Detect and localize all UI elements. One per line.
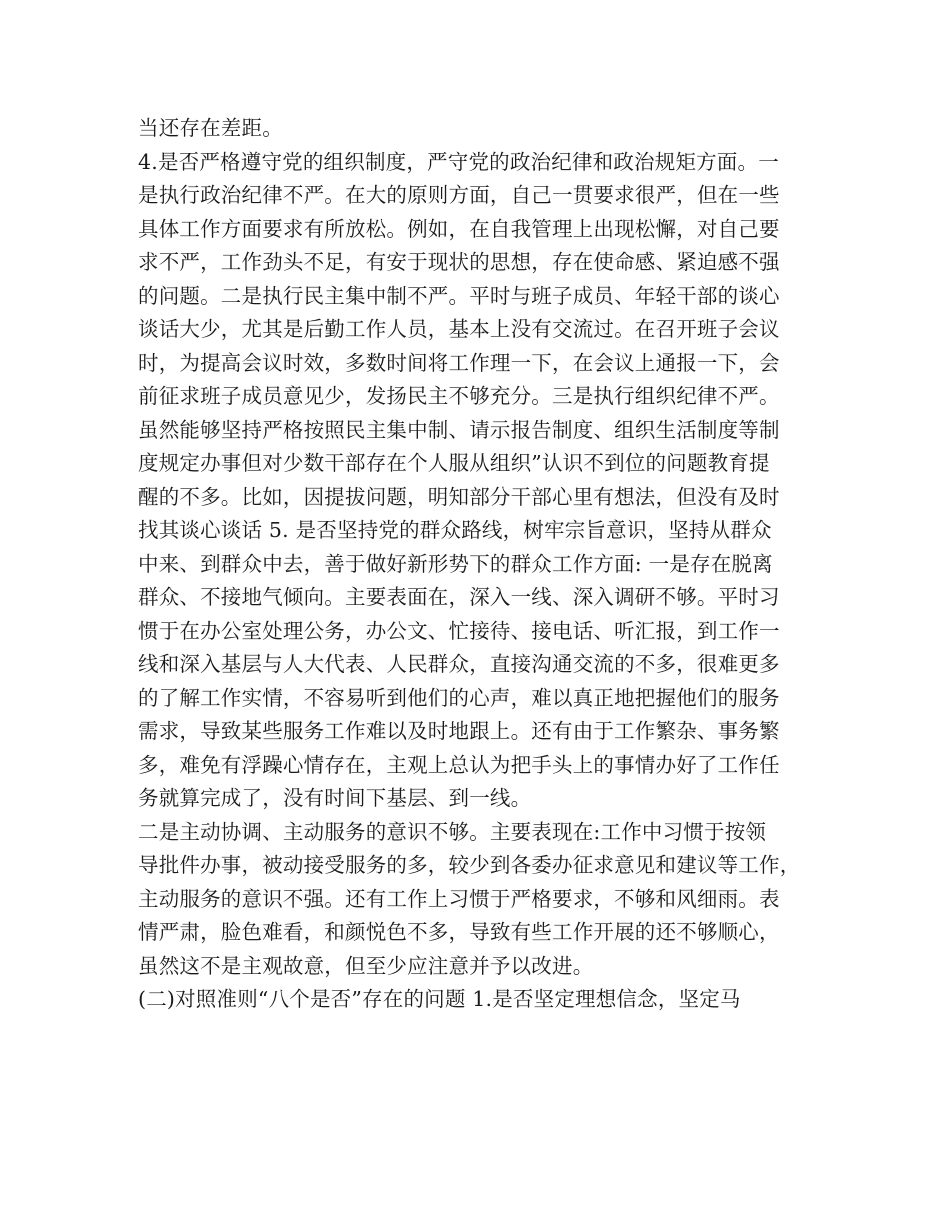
text-line: 二是主动协调、主动服务的意识不够。主要表现在:工作中习惯于按领	[138, 819, 767, 844]
text-line: 求不严，工作劲头不足，有安于现状的思想，存在使命感、紧迫感不强	[138, 250, 780, 274]
text-line: 虽然这不是主观故意，但至少应注意并予以改进。	[138, 953, 594, 978]
text-line: 需求，导致某些服务工作难以及时地跟上。还有由于工作繁杂、事务繁	[138, 719, 780, 743]
text-line: 惯于在办公室处理公务，办公文、忙接待、接电话、听汇报，到工作一	[138, 618, 780, 643]
text-line: 时，为提高会议时效，多数时间将工作理一下，在会议上通报一下，会	[138, 350, 780, 375]
text-line: (二)对照准则“八个是否”存在的问题 1.是否坚定理想信念，坚定马	[138, 987, 741, 1011]
text-line: 多，难免有浮躁心情存在，主观上总认为把手头上的事情办好了工作任	[138, 752, 780, 777]
text-line: 找其谈心谈话 5. 是否坚持党的群众路线，树牢宗旨意识，坚持从群众	[138, 518, 772, 542]
text-line: 务就算完成了，没有时间下基层、到一线。	[138, 786, 532, 810]
text-line: 主动服务的意识不强。还有工作上习惯于严格要求，不够和风细雨。表	[138, 886, 780, 911]
text-line: 当还存在差距。	[138, 116, 283, 140]
text-line: 情严肃，脸色难看，和颜悦色不多，导致有些工作开展的还不够顺心，	[138, 920, 780, 944]
text-line: 的问题。二是执行民主集中制不严。平时与班子成员、年轻干部的谈心	[138, 283, 780, 308]
text-line: 醒的不多。比如，因提拔问题，明知部分干部心里有想法，但没有及时	[138, 484, 780, 509]
text-line: 群众、不接地气倾向。主要表面在，深入一线、深入调研不够。平时习	[138, 585, 780, 609]
document-body-text	[138, 112, 818, 1017]
text-line: 度规定办事但对少数干部存在个人服从组织”认识不到位的问题教育提	[138, 451, 770, 475]
text-line: 线和深入基层与人大代表、人民群众，直接沟通交流的不多，很难更多	[138, 652, 780, 676]
text-line: 谈话大少，尤其是后勤工作人员，基本上没有交流过。在召开班子会议	[138, 317, 780, 341]
text-line: 的了解工作实情，不容易听到他们的心声，难以真正地把握他们的服务	[138, 685, 780, 710]
text-line: 虽然能够坚持严格按照民主集中制、请示报告制度、组织生活制度等制	[138, 417, 780, 442]
text-line: 中来、到群众中去，善于做好新形势下的群众工作方面: 一是存在脱离	[138, 551, 773, 576]
text-line: 4.是否严格遵守党的组织制度，严守党的政治纪律和政治规矩方面。一	[138, 149, 779, 174]
text-line: 前征求班子成员意见少，发扬民主不够充分。三是执行组织纪律不严。	[138, 384, 780, 408]
text-line: 是执行政治纪律不严。在大的原则方面，自己一贯要求很严，但在一些	[138, 183, 780, 207]
text-line: 导批件办事，被动接受服务的多，较少到各委办征求意见和建议等工作，	[138, 853, 801, 877]
text-line: 具体工作方面要求有所放松。例如，在自我管理上出现松懈，对自己要	[138, 216, 780, 241]
